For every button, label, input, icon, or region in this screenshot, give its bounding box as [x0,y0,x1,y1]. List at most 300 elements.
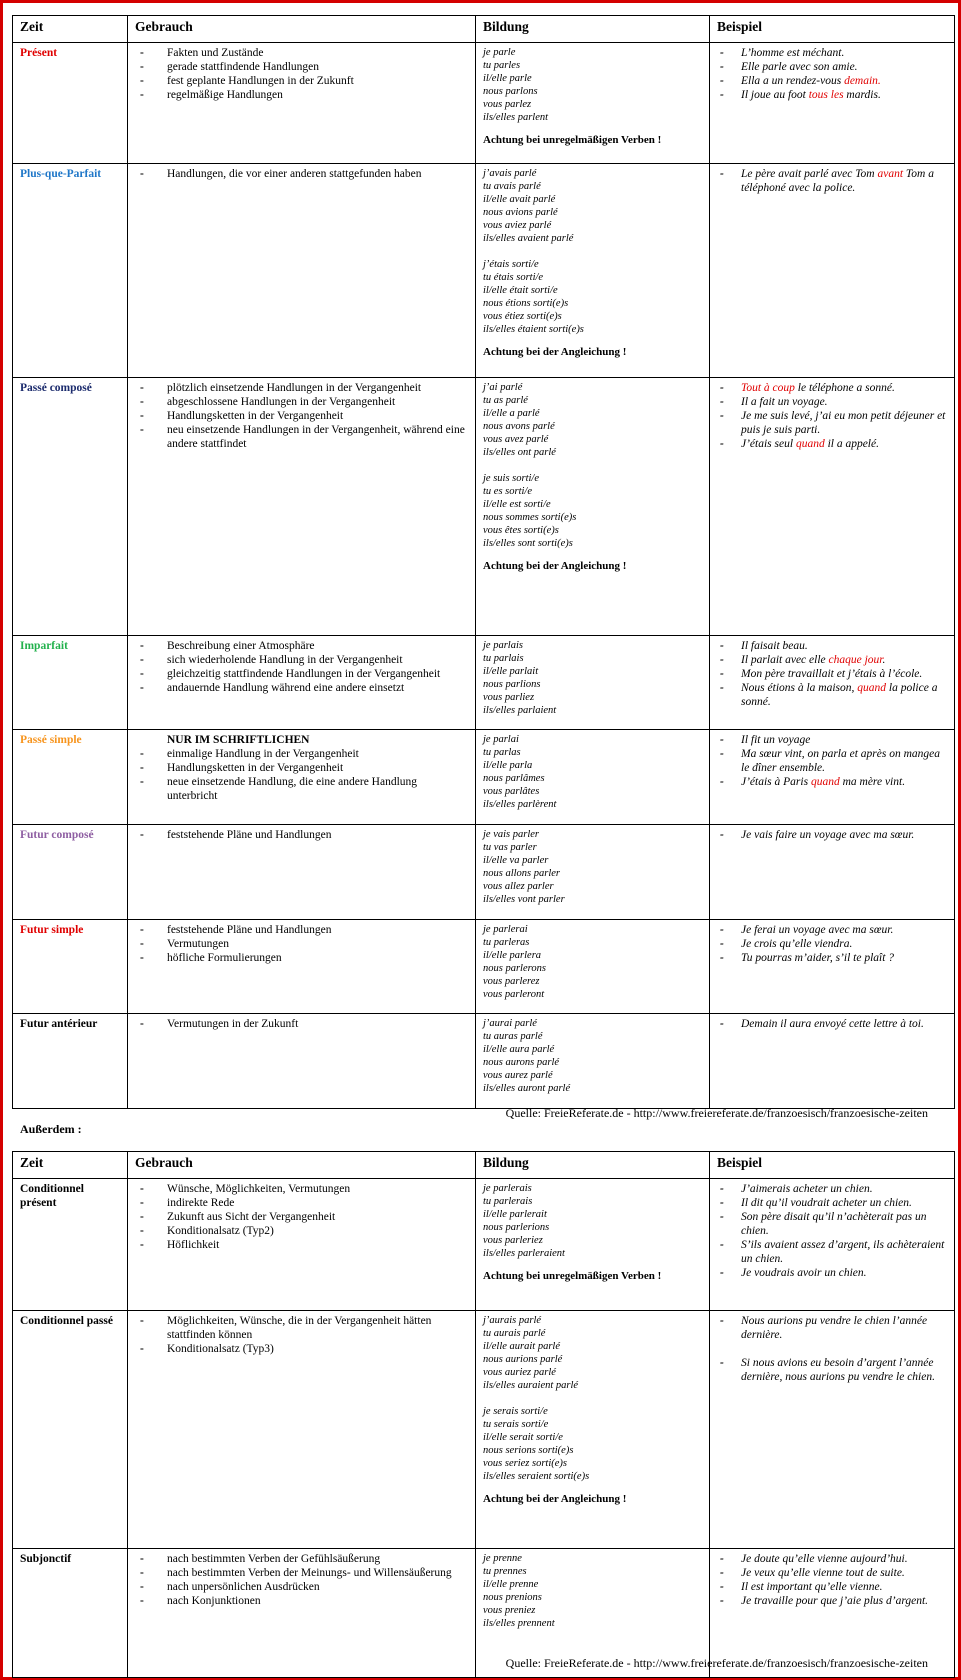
usage-cell [128,43,476,164]
example-cell [710,1179,955,1311]
example-item [717,733,947,747]
example-item [717,1017,947,1031]
conjugation-form: nous parlons [483,86,538,97]
highlight-word: quand [795,438,825,450]
example-list [717,828,947,842]
example-text: Je crois qu’elle viendra. [741,938,853,950]
example-text: Nous aurions pu vendre le chien l’année dernière. [741,1315,928,1341]
conjugation-form: il/elle prenne [483,1579,539,1590]
conjugation-form: nous parlions [483,679,541,690]
example-item [717,1552,947,1566]
example-item [717,46,947,60]
tense-name: Subjonctif [13,1549,128,1678]
conjugation-form: vous aurez parlé [483,1070,553,1081]
usage-list [135,747,468,803]
conjugation-form: vous seriez sorti(e)s [483,1458,567,1469]
conjugation-form: je parlerais [483,1183,532,1194]
conjugation-form: vous avez parlé [483,434,549,445]
conjugation-form: il/elle va parler [483,855,549,866]
conjugation-form: j’ai parlé [483,382,523,393]
highlight-word: quand [810,776,840,788]
usage-list [135,167,468,181]
tense-row [13,43,955,164]
example-text: Elle parle avec son amie. [741,61,858,73]
example-item [717,381,947,395]
usage-cell [128,1549,476,1678]
example-text: Demain il aura envoyé cette lettre à toi. [741,1018,924,1030]
example-text: Je me suis levé, j’ai eu mon petit déjeuner et puis je suis parti. [741,410,946,436]
conjugation-form: ils/elles vont parler [483,894,565,905]
example-item [717,1266,947,1280]
conjugation-form: je vais parler [483,829,539,840]
conjugation-form: il/elle a parlé [483,408,540,419]
example-text: Je vais faire un voyage avec ma sœur. [741,829,915,841]
usage-item: - feststehende Pläne und Handlungen [135,828,468,842]
conjugation-form: je parlerai [483,924,528,935]
conjugation-form: je parlai [483,734,519,745]
tense-row [13,636,955,730]
conjugation-form [483,459,702,472]
conjugation-form: tu parles [483,60,521,71]
conjugation-form: j’étais sorti/e [483,259,539,270]
conjugation-cell [476,730,710,825]
usage-cell [128,825,476,920]
usage-item: - Möglichkeiten, Wünsche, die in der Vergangenheit hätten stattfinden können [135,1314,468,1342]
usage-cell [128,164,476,378]
header-gebrauch: Gebrauch [128,1152,476,1179]
example-text: Tu pourras m’aider, s’il te plaît ? [741,952,895,964]
example-text: il a appelé. [824,438,879,450]
conjugation-form: il/elle parlait [483,666,539,677]
example-text: Il fit un voyage [741,734,811,746]
example-cell [710,1311,955,1549]
conjugation-form: je parle [483,47,516,58]
conjugation-form: il/elle avait parlé [483,194,556,205]
conjugation-form: vous auriez parlé [483,1367,556,1378]
conjugation-form: j’avais parlé [483,168,537,179]
usage-item: - Höflichkeit [135,1238,468,1252]
conjugation-form: ils/elles avaient parlé [483,233,574,244]
usage-item: - Handlungsketten in der Vergangenheit [135,409,468,423]
conjugation-cell [476,164,710,378]
conjugation-form: nous étions sorti(e)s [483,298,569,309]
tense-name: Conditionnel passé [13,1311,128,1549]
conjugation-form: nous parlâmes [483,773,545,784]
tense-name: Futur composé [13,825,128,920]
conjugation-form: vous parliez [483,692,535,703]
example-text: Il est important qu’elle vienne. [741,1581,883,1593]
conjugation-cell [476,1311,710,1549]
example-item [717,1210,947,1238]
conjugation-form: il/elle était sorti/e [483,285,558,296]
tense-row [13,378,955,636]
example-text: Il a fait un voyage. [741,396,828,408]
tense-name: Passé simple [13,730,128,825]
example-text: J’étais seul [741,438,796,450]
example-list [717,381,947,451]
conjugation-form [483,1392,702,1405]
example-list [717,923,947,965]
example-text: J’aimerais acheter un chien. [741,1183,873,1195]
example-text: le téléphone a sonné. [794,382,895,394]
highlight-word: avant [877,168,904,180]
conjugation-form: il/elle parla [483,760,533,771]
usage-list [135,923,468,965]
example-text: Ella a un rendez-vous [741,75,845,87]
conjugation-cell [476,636,710,730]
conjugation-forms [483,1552,702,1630]
conjugation-form: j’aurais parlé [483,1315,542,1326]
conjugation-form: ils/elles auraient parlé [483,1380,579,1391]
tense-name: Futur antérieur [13,1014,128,1109]
usage-item: - Wünsche, Möglichkeiten, Vermutungen [135,1182,468,1196]
example-cell [710,164,955,378]
example-item [717,60,947,74]
conjugation-form: vous parleront [483,989,545,1000]
usage-item: - Konditionalsatz (Typ2) [135,1224,468,1238]
usage-item: - nach unpersönlichen Ausdrücken [135,1580,468,1594]
conjugation-cell [476,825,710,920]
tense-row [13,730,955,825]
conjugation-form: il/elle parle [483,73,532,84]
conjugation-form: vous êtes sorti(e)s [483,525,559,536]
tense-name: Passé composé [13,378,128,636]
example-item [717,1594,947,1608]
example-item [717,74,947,88]
usage-cell [128,1179,476,1311]
conjugation-form: tu as parlé [483,395,528,406]
example-cell [710,825,955,920]
header-beispiel: Beispiel [710,1152,955,1179]
header-bildung: Bildung [476,16,710,43]
example-list [717,1017,947,1031]
example-list [717,639,947,709]
conjugation-form: il/elle aura parlé [483,1044,555,1055]
example-list [717,46,947,102]
conjugation-form: ils/elles parlèrent [483,799,557,810]
example-text: Il faisait beau. [741,640,808,652]
example-list [717,1552,947,1608]
conjugation-form: tu prennes [483,1566,527,1577]
example-text: Je doute qu’elle vienne aujourd’hui. [741,1553,908,1565]
conjugation-form: tu parleras [483,937,530,948]
usage-item: - feststehende Pläne und Handlungen [135,923,468,937]
usage-cell [128,920,476,1014]
conjugation-form: je serais sorti/e [483,1406,548,1417]
conjugation-form: tu serais sorti/e [483,1419,549,1430]
conjugation-forms [483,639,702,717]
conjugation-form: ils/elles ont parlé [483,447,556,458]
example-text: Tom a téléphoné avec la police. [741,168,934,194]
highlight-word: quand [857,682,887,694]
example-item [717,437,947,451]
usage-item: - neu einsetzende Handlungen in der Vergangenheit, während eine andere stattfindet [135,423,468,451]
example-text: L’homme est méchant. [741,47,845,59]
example-text: S’ils avaient assez d’argent, ils achèteraient un chien. [741,1239,945,1265]
usage-list [135,1182,468,1252]
conjugation-form: vous parleriez [483,1235,543,1246]
usage-item: - plötzlich einsetzende Handlungen in der Vergangenheit [135,381,468,395]
tense-name: Conditionnel présent [13,1179,128,1311]
usage-item: - nach bestimmten Verben der Meinungs- und Willensäußerung [135,1566,468,1580]
conjugation-cell [476,920,710,1014]
conjugation-cell [476,1014,710,1109]
example-item [717,775,947,789]
usage-cell [128,636,476,730]
usage-list [135,1017,468,1031]
usage-item: - fest geplante Handlungen in der Zukunft [135,74,468,88]
example-item [717,395,947,409]
usage-item: - gerade stattfindende Handlungen [135,60,468,74]
usage-item: - Vermutungen in der Zukunft [135,1017,468,1031]
usage-item: - nach Konjunktionen [135,1594,468,1608]
conjugation-form: vous allez parler [483,881,554,892]
tense-row [13,1014,955,1109]
example-text: Le père avait parlé avec Tom [741,168,878,180]
example-text: Il dit qu’il voudrait acheter un chien. [741,1197,912,1209]
warning-note: Achtung bei unregelmäßigen Verben ! [483,134,662,146]
conjugation-form: tu parlais [483,653,524,664]
usage-item: - Konditionalsatz (Typ3) [135,1342,468,1356]
conjugation-form: nous aurions parlé [483,1354,563,1365]
example-item [717,667,947,681]
highlight-word: Tout à coup [741,382,795,394]
example-text: Je voudrais avoir un chien. [741,1267,867,1279]
conjugation-form: nous parlerions [483,1222,550,1233]
example-item [717,1580,947,1594]
example-cell [710,378,955,636]
conjugation-form: nous allons parler [483,868,561,879]
usage-list [135,46,468,102]
usage-note: NUR IM SCHRIFTLICHEN [167,734,310,746]
warning-note: Achtung bei der Angleichung ! [483,1493,627,1505]
header-bildung: Bildung [476,1152,710,1179]
usage-item: - einmalige Handlung in der Vergangenheit [135,747,468,761]
example-cell [710,730,955,825]
ausserdem-heading: Außerdem : [20,1122,82,1136]
source-credit: Quelle: FreieReferate.de - http://www.freiereferate.de/franzoesisch/franzoesische-zeiten [505,1656,928,1670]
conjugation-form: vous parlâtes [483,786,540,797]
conjugation-form: ils/elles parleraient [483,1248,565,1259]
conjugation-form: ils/elles seraient sorti(e)s [483,1471,590,1482]
example-item [717,653,947,667]
example-item [717,1314,947,1342]
conjugation-form: ils/elles sont sorti(e)s [483,538,573,549]
usage-item: - andauernde Handlung während eine andere einsetzt [135,681,468,695]
example-cell [710,43,955,164]
example-item [717,951,947,965]
conjugation-form: il/elle est sorti/e [483,499,551,510]
conjugation-form: il/elle parlera [483,950,542,961]
usage-list [135,381,468,451]
example-item [717,88,947,102]
example-item [717,639,947,653]
conjugation-form: je parlais [483,640,523,651]
example-cell [710,636,955,730]
highlight-word: demain. [844,75,881,87]
warning-note: Achtung bei der Angleichung ! [483,346,627,358]
header-row [13,16,955,43]
highlight-word: chaque jour [828,654,883,666]
header-zeit: Zeit [13,1152,128,1179]
conjugation-form: nous sommes sorti(e)s [483,512,577,523]
usage-cell [128,1311,476,1549]
usage-list [135,1314,468,1356]
example-text: Il joue au foot [741,89,809,101]
warning-note: Achtung bei der Angleichung ! [483,560,627,572]
conjugation-forms [483,381,702,550]
usage-item: - neue einsetzende Handlung, die eine andere Handlung unterbricht [135,775,468,803]
usage-item: - indirekte Rede [135,1196,468,1210]
conjugation-forms [483,1017,702,1095]
example-text: Je ferai un voyage avec ma sœur. [741,924,894,936]
usage-item: - Beschreibung einer Atmosphäre [135,639,468,653]
example-item [717,937,947,951]
conjugation-cell [476,43,710,164]
example-item [717,1238,947,1266]
conjugation-forms [483,1182,702,1260]
conjugation-form: tu parlas [483,747,521,758]
conjugation-form: vous parlerez [483,976,540,987]
highlight-word: tous les [808,89,844,101]
usage-item: - Fakten und Zustände [135,46,468,60]
usage-item: - gleichzeitig stattfindende Handlungen in der Vergangenheit [135,667,468,681]
conjugation-form: tu vas parler [483,842,537,853]
conjugation-form: j’aurai parlé [483,1018,537,1029]
conjugation-form: ils/elles prennent [483,1618,555,1629]
example-item [717,167,947,195]
example-item [717,409,947,437]
conjugation-form: il/elle serait sorti/e [483,1432,563,1443]
usage-item: - Vermutungen [135,937,468,951]
header-row [13,1152,955,1179]
conjugation-form: nous serions sorti(e)s [483,1445,574,1456]
conjugation-form: je prenne [483,1553,522,1564]
tenses-table [12,15,955,1109]
example-cell [710,920,955,1014]
conjugation-form: ils/elles auront parlé [483,1083,571,1094]
example-text: Je travaille pour que j’aie plus d’argent. [741,1595,929,1607]
example-item [717,1182,947,1196]
usage-item: - Handlungsketten in der Vergangenheit [135,761,468,775]
example-text: la police a sonné. [741,682,938,708]
example-cell [710,1014,955,1109]
example-item [717,747,947,775]
tense-row [13,1311,955,1549]
tense-name: Présent [13,43,128,164]
tense-name: Imparfait [13,636,128,730]
conjugation-forms [483,828,702,906]
example-text: Ma sœur vint, on parla et après on mangea le dîner ensemble. [741,748,941,774]
conjugation-form: nous avons parlé [483,421,555,432]
example-text: Mon père travaillait et j’étais à l’école. [741,668,923,680]
usage-list [135,828,468,842]
conjugation-form: ils/elles étaient sorti(e)s [483,324,584,335]
usage-item: - sich wiederholende Handlung in der Vergangenheit [135,653,468,667]
example-list [717,1182,947,1280]
usage-cell [128,378,476,636]
example-item [717,1196,947,1210]
example-text: Si nous avions eu besoin d’argent l’année dernière, nous aurions pu vendre le chien. [741,1357,935,1383]
conjugation-forms [483,923,702,1001]
conjugation-form: nous aurons parlé [483,1057,560,1068]
conjugation-form: nous avions parlé [483,207,558,218]
usage-list [135,639,468,695]
usage-item: - abgeschlossene Handlungen in der Vergangenheit [135,395,468,409]
warning-note: Achtung bei unregelmäßigen Verben ! [483,1270,662,1282]
conjugation-form: vous preniez [483,1605,536,1616]
conjugation-cell [476,1179,710,1311]
example-item [717,923,947,937]
usage-item: - höfliche Formulierungen [135,951,468,965]
conjugation-form: ils/elles parlent [483,112,549,123]
example-text: . [882,654,886,666]
usage-item: - regelmäßige Handlungen [135,88,468,102]
conjugation-form: tu aurais parlé [483,1328,546,1339]
tense-row [13,825,955,920]
usage-item: - Zukunft aus Sicht der Vergangenheit [135,1210,468,1224]
header-gebrauch: Gebrauch [128,16,476,43]
conjugation-form: vous aviez parlé [483,220,552,231]
conjugation-form: nous parlerons [483,963,546,974]
conjugation-form: il/elle aurait parlé [483,1341,560,1352]
tense-row [13,164,955,378]
conjugation-form: tu avais parlé [483,181,541,192]
source-credit: Quelle: FreieReferate.de - http://www.freiereferate.de/franzoesisch/franzoesische-zeiten [505,1106,928,1120]
conjugation-form: tu auras parlé [483,1031,543,1042]
conjugation-form: je suis sorti/e [483,473,540,484]
example-text: Nous étions à la maison, [741,682,858,694]
example-text: ma mère vint. [839,776,906,788]
tense-name: Plus-que-Parfait [13,164,128,378]
conjugation-form: tu parlerais [483,1196,533,1207]
conjugation-form: tu étais sorti/e [483,272,544,283]
conjugation-form: nous prenions [483,1592,542,1603]
conjugation-form: vous étiez sorti(e)s [483,311,562,322]
conjugation-forms [483,167,702,336]
conjugation-form: vous parlez [483,99,532,110]
conjugation-form: il/elle parlerait [483,1209,547,1220]
conjugation-forms [483,733,702,811]
example-list [717,167,947,195]
additional-tenses-table [12,1151,955,1678]
example-item [717,828,947,842]
example-text: J’étais à Paris [741,776,811,788]
usage-cell [128,1014,476,1109]
header-beispiel: Beispiel [710,16,955,43]
usage-cell [128,730,476,825]
usage-list [135,1552,468,1608]
usage-item: - nach bestimmten Verben der Gefühlsäußerung [135,1552,468,1566]
conjugation-form [483,245,702,258]
example-text: Son père disait qu’il n’achèterait pas un chien. [741,1211,927,1237]
example-item [717,1356,947,1384]
header-zeit: Zeit [13,16,128,43]
conjugation-forms [483,46,702,124]
tense-row [13,1179,955,1311]
example-item [717,681,947,709]
usage-item: - Handlungen, die vor einer anderen stattgefunden haben [135,167,468,181]
tense-row [13,920,955,1014]
example-text: mardis. [843,89,881,101]
conjugation-form: tu es sorti/e [483,486,532,497]
conjugation-forms [483,1314,702,1483]
example-text: Il parlait avec elle [741,654,829,666]
example-item [717,1566,947,1580]
tense-name: Futur simple [13,920,128,1014]
conjugation-form: ils/elles parlaient [483,705,557,716]
example-text: Je veux qu’elle vienne tout de suite. [741,1567,905,1579]
